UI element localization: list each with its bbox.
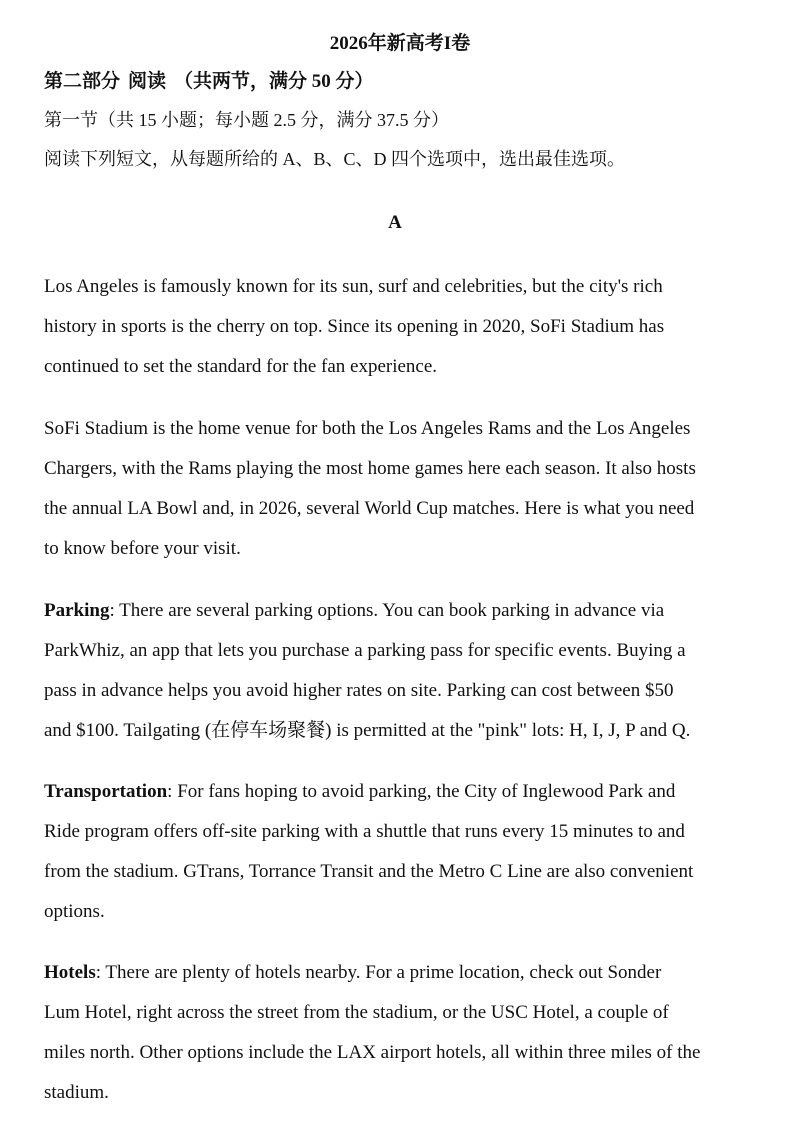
instruction-text: 阅读下列短文，从每题所给的 A、B、C、D 四个选项中，选出最佳选项。 bbox=[44, 149, 626, 169]
paragraph-line: Ride program offers off-site parking with a shuttle that runs every 15 minutes to and bbox=[44, 821, 685, 842]
paragraph-line: SoFi Stadium is the home venue for both the Los Angeles Rams and the Los Angeles bbox=[44, 418, 691, 439]
paragraph-line: pass in advance helps you avoid higher rates on site. Parking can cost between $50 bbox=[44, 680, 674, 701]
paragraph-transportation bbox=[44, 772, 756, 932]
paragraph-line: and $100. Tailgating (在停车场聚餐) is permitted at the "pink" lots: H, I, J, P and Q. bbox=[44, 720, 691, 741]
paragraph-line bbox=[44, 772, 756, 812]
paragraph-line: Los Angeles is famously known for its sun, surf and celebrities, but the city's rich bbox=[44, 276, 663, 297]
paragraph-intro bbox=[44, 267, 756, 387]
paragraph-line bbox=[44, 591, 756, 631]
section-label-hotels: Hotels bbox=[44, 962, 96, 983]
part-title: 第二部分 bbox=[44, 71, 121, 92]
paragraph-line: the annual LA Bowl and, in 2026, several World Cup matches. Here is what you need bbox=[44, 498, 695, 519]
paragraph-line: continued to set the standard for the fan experience. bbox=[44, 356, 438, 377]
section-label-transportation: Transportation bbox=[44, 781, 168, 802]
part-name: 阅读 bbox=[128, 71, 167, 92]
paragraph-line: from the stadium. GTrans, Torrance Transit and the Metro C Line are also convenient bbox=[44, 861, 694, 882]
paragraph-hotels bbox=[44, 953, 756, 1113]
paragraph-line: history in sports is the cherry on top. Since its opening in 2020, SoFi Stadium has bbox=[44, 316, 665, 337]
paragraph-line: miles north. Other options include the LAX airport hotels, all within three miles of the bbox=[44, 1042, 701, 1063]
paragraph-line: stadium. bbox=[44, 1082, 109, 1103]
paragraph-line: to know before your visit. bbox=[44, 538, 241, 559]
paragraph-line: Chargers, with the Rams playing the most home games here each season. It also hosts bbox=[44, 458, 696, 479]
exam-title: 2026年新高考I卷 bbox=[329, 33, 471, 54]
paragraph-text: : There are plenty of hotels nearby. For a prime location, check out Sonder bbox=[95, 962, 662, 983]
section-label-parking: Parking bbox=[44, 600, 110, 621]
paragraph-parking bbox=[44, 591, 756, 751]
passage-label: A bbox=[388, 212, 402, 233]
paragraph-line: ParkWhiz, an app that lets you purchase a parking pass for specific events. Buying a bbox=[44, 640, 686, 661]
part-detail: （共两节，满分 50 分） bbox=[174, 71, 374, 92]
section-line: 第一节（共 15 小题；每小题 2.5 分，满分 37.5 分） bbox=[44, 110, 449, 130]
paragraph-venue bbox=[44, 409, 756, 569]
paragraph-line: options. bbox=[44, 901, 105, 922]
paragraph-text: : There are several parking options. You can book parking in advance via bbox=[109, 600, 665, 621]
paragraph-text: : For fans hoping to avoid parking, the City of Inglewood Park and bbox=[167, 781, 676, 802]
part-heading bbox=[44, 66, 374, 93]
paragraph-line: Lum Hotel, right across the street from the stadium, or the USC Hotel, a couple of bbox=[44, 1002, 669, 1023]
paragraph-line bbox=[44, 953, 756, 993]
